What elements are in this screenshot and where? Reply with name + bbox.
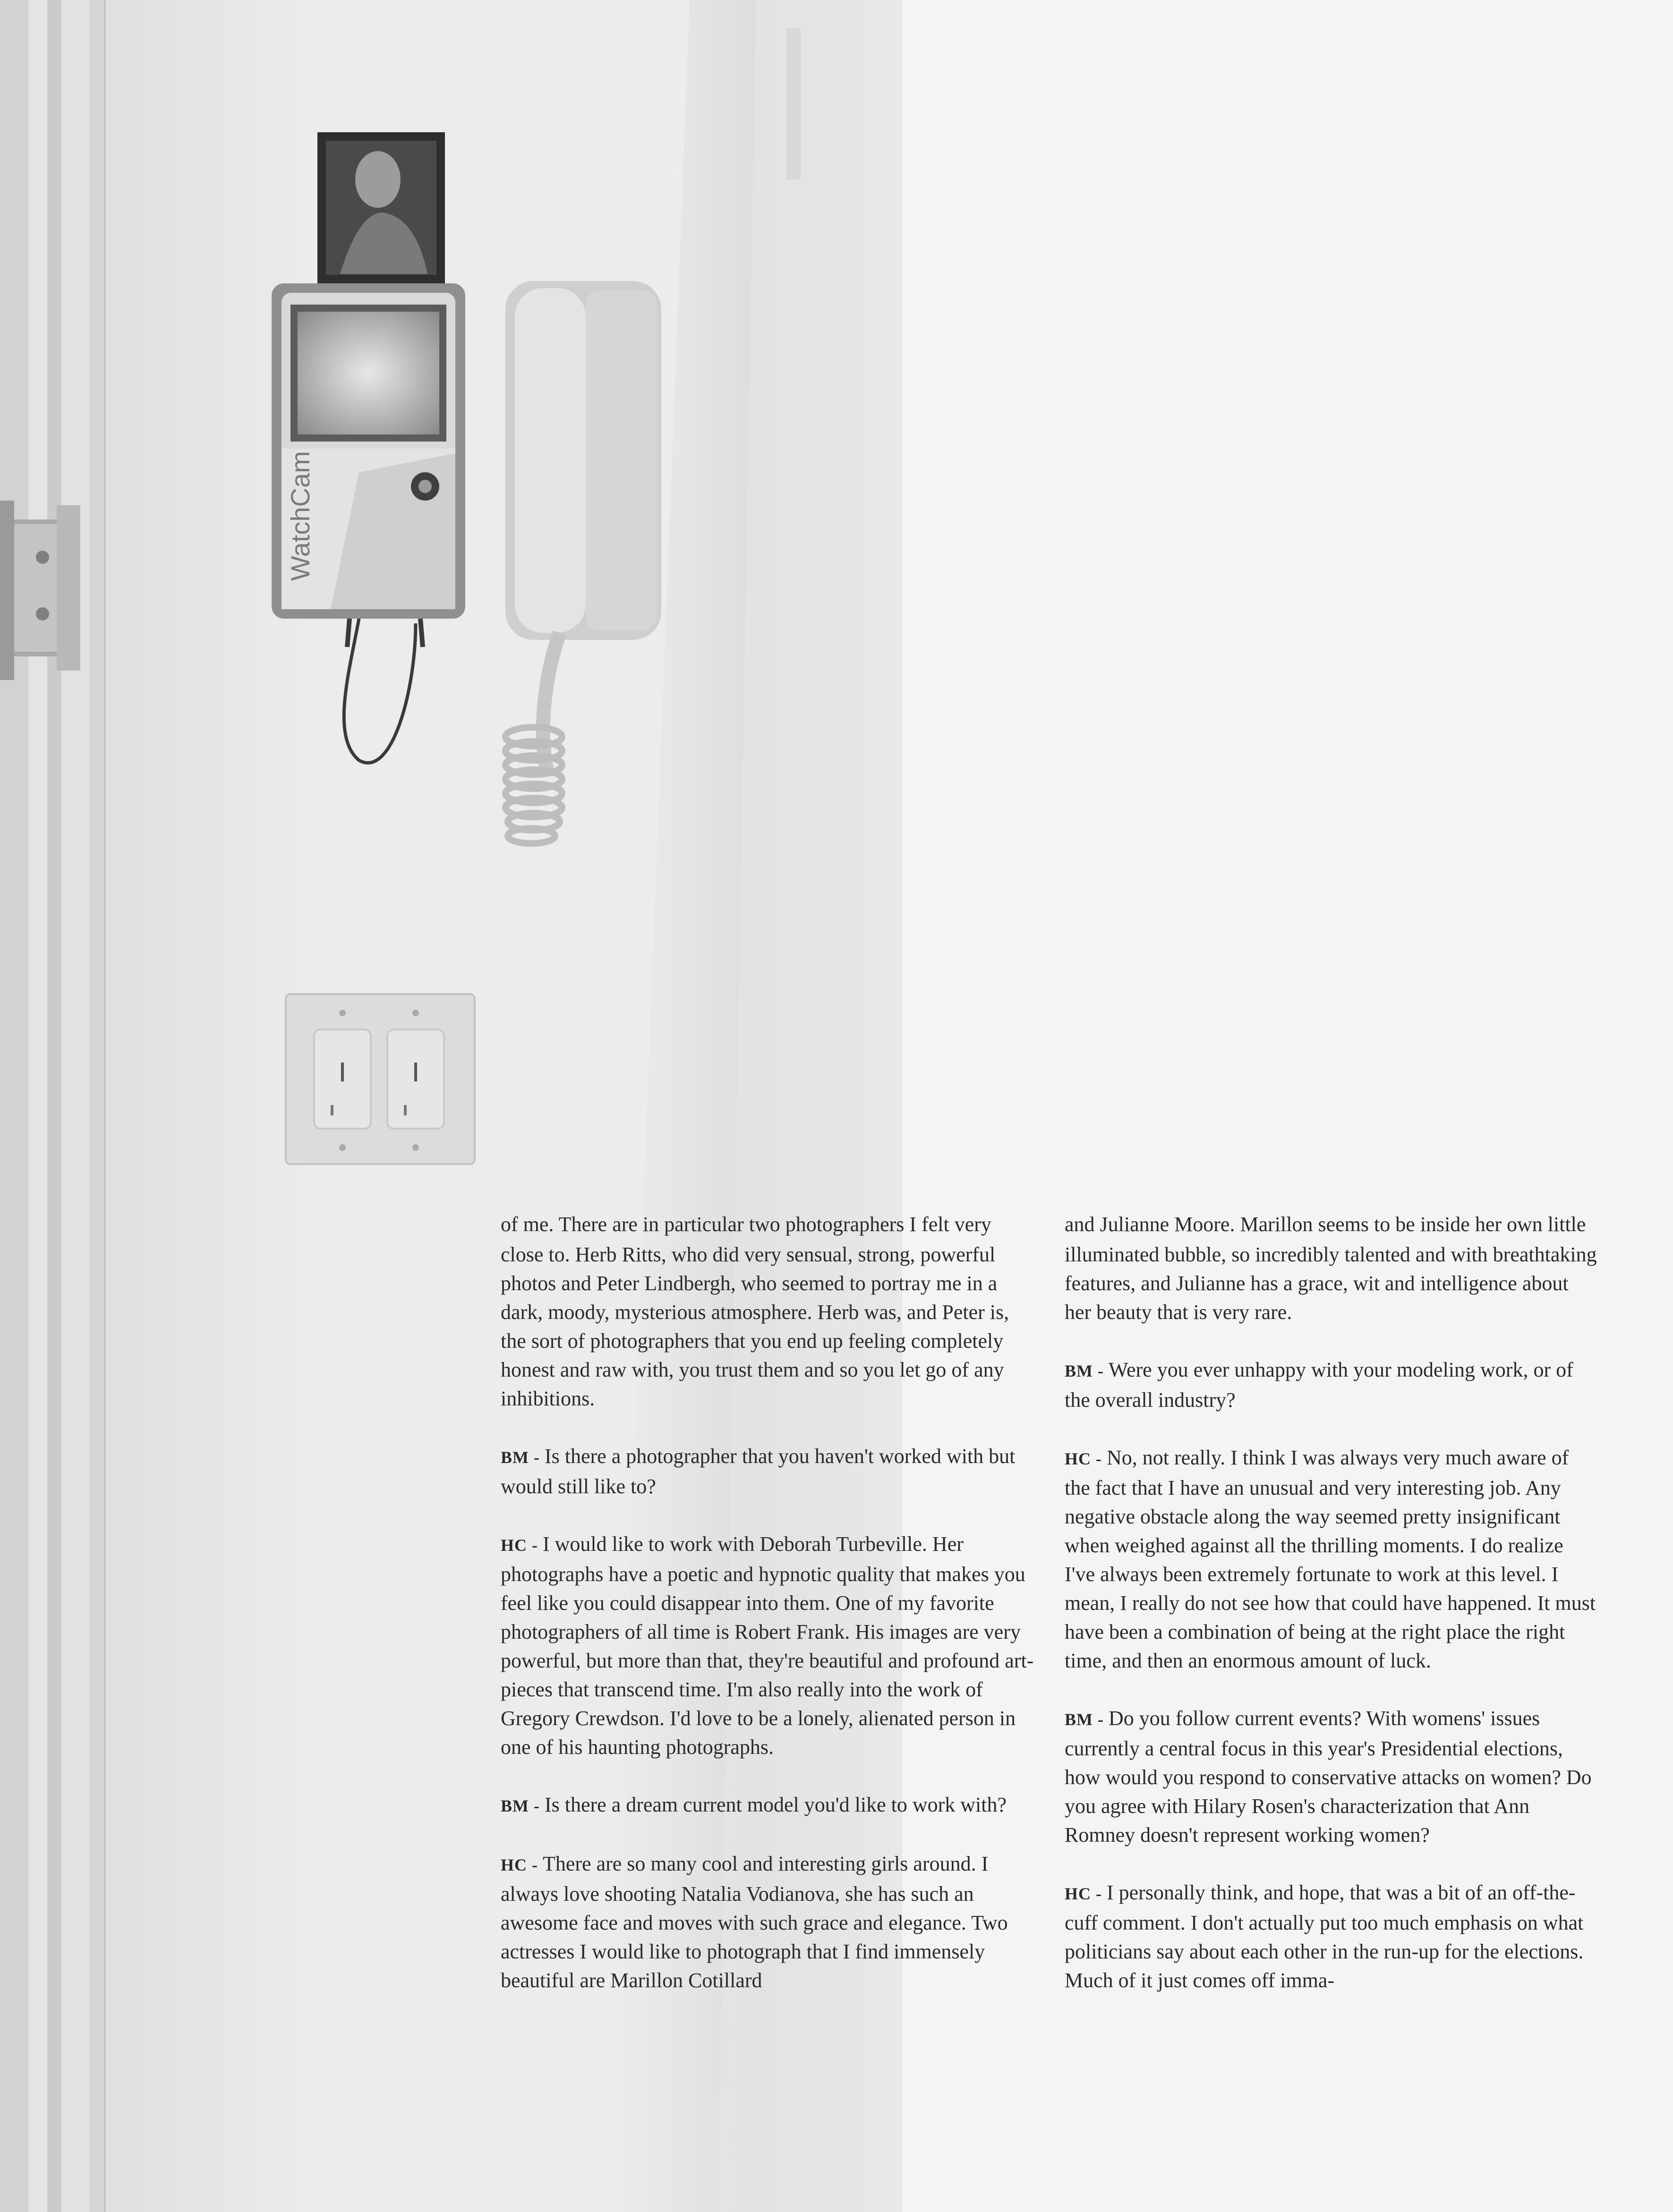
door-hinge-icon bbox=[0, 501, 80, 680]
answer: HC - I personally think, and hope, that was a bit of an off-the-cuff comment. I don't actually put too much emphasis on what politicians say about each other in the run-up for the elections. Much of it just comes off imma- bbox=[1065, 1881, 1584, 1992]
speaker-label: HC - bbox=[1065, 1449, 1107, 1468]
answer: HC - There are so many cool and interesting girls around. I always love shooting Natalia Vodianova, she has such an awesome face and moves with such grace and elegance. Two actresses I would like to photograph that I find immensely beautiful are Marillon Cotillard bbox=[501, 1852, 1008, 1992]
article-column-left bbox=[501, 1210, 1034, 1995]
speaker-label: BM - bbox=[501, 1448, 545, 1467]
answer: HC - No, not really. I think I was always very much aware of the fact that I have an unusual and very interesting job. Any negative obstacle along the way seemed pretty insignificant when weighed against all the thrilling moments. I do realize I've always been extremely fortunate to work at this level. I mean, I really do not see how that could have happened. It must have been a combination of being at the right place the right time, and then an enormous amount of luck. bbox=[1065, 1446, 1596, 1672]
question: BM - Were you ever unhappy with your modeling work, or of the overall industry? bbox=[1065, 1358, 1573, 1412]
speaker-label: BM - bbox=[501, 1796, 545, 1815]
speaker-label: HC - bbox=[501, 1855, 543, 1874]
portrait-photo-icon bbox=[317, 132, 445, 283]
speaker-label: HC - bbox=[1065, 1884, 1107, 1903]
device-label: WatchCam bbox=[285, 451, 315, 581]
question: BM - Is there a photographer that you haven't worked with but would still like to? bbox=[501, 1445, 1016, 1498]
article-column-right bbox=[1065, 1210, 1598, 1995]
answer: HC - I would like to work with Deborah Turbeville. Her photographs have a poetic and hypnotic quality that makes you feel like you could disappear into them. One of my favorite photographers of all time is Robert Frank. His images are very powerful, but more than that, they're beautiful and profound art-pieces that transcend time. I'm also really into the work of Gregory Crewdson. I'd love to be a lonely, alienated person in one of his haunting photographs. bbox=[501, 1532, 1034, 1759]
paragraph: and Julianne Moore. Marillon seems to be inside her own little illuminated bubble, so incredibly talented and with breathtaking features, and Julianne has a grace, wit and intelligence about her beauty that is very rare. bbox=[1065, 1213, 1597, 1324]
speaker-label: BM - bbox=[1065, 1361, 1109, 1380]
question: BM - Is there a dream current model you'd like to work with? bbox=[501, 1793, 1007, 1816]
paragraph: of me. There are in particular two photographers I felt very close to. Herb Ritts, who did very sensual, strong, powerful photos and Peter Lindbergh, who seemed to portray me in a dark, moody, mysterious atmosphere. Herb was, and Peter is, the sort of photographers that you end up feeling completely honest and raw with, you trust them and so you let go of any inhibitions. bbox=[501, 1213, 1009, 1410]
question: BM - Do you follow current events? With womens' issues currently a central focus in this year's Presidential elections, how would you respond to conservative attacks on women? Do you agree with Hilary Rosen's characterization that Ann Romney doesn't represent working women? bbox=[1065, 1707, 1592, 1846]
power-outlet-icon bbox=[286, 994, 475, 1164]
speaker-label: BM - bbox=[1065, 1710, 1109, 1729]
speaker-label: HC - bbox=[501, 1536, 543, 1555]
